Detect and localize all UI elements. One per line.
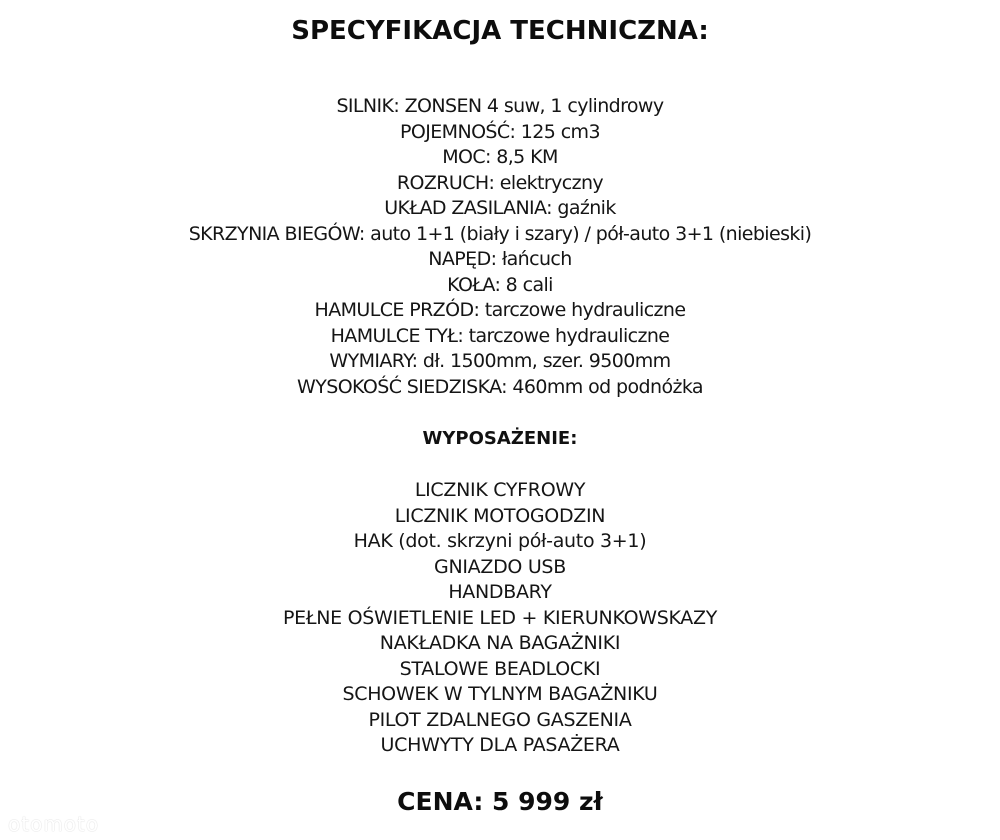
spec-item-engine: SILNIK: ZONSEN 4 suw, 1 cylindrowy: [336, 95, 664, 117]
equipment-item: GNIAZDO USB: [434, 555, 566, 578]
spec-item-front-brakes: HAMULCE PRZÓD: tarczowe hydrauliczne: [314, 299, 686, 321]
equipment-item: NAKŁADKA NA BAGAŻNIKI: [379, 632, 621, 654]
spec-item-displacement: POJEMNOŚĆ: 125 cm3: [400, 120, 600, 143]
equipment-list: [0, 478, 1000, 759]
spec-item-dimensions: WYMIARY: dł. 1500mm, szer. 9500mm: [329, 350, 671, 372]
equipment-item: LICZNIK CYFROWY: [414, 479, 586, 501]
spec-item-wheels: KOŁA: 8 cali: [447, 273, 553, 296]
equipment-item: LICZNIK MOTOGODZIN: [394, 504, 606, 527]
spec-item-rear-brakes: HAMULCE TYŁ: tarczowe hydrauliczne: [330, 324, 670, 347]
spec-item-starter: ROZRUCH: elektryczny: [396, 171, 604, 194]
price-label: CENA: 5 999 zł: [397, 787, 603, 816]
spec-item-fuel-system: UKŁAD ZASILANIA: gaźnik: [384, 197, 616, 219]
page-title: SPECYFIKACJA TECHNICZNA:: [291, 16, 709, 46]
spec-list: [0, 94, 1000, 400]
equipment-item: SCHOWEK W TYLNYM BAGAŻNIKU: [342, 683, 658, 705]
spec-item-power: MOC: 8,5 KM: [442, 146, 558, 168]
spec-item-gearbox: SKRZYNIA BIEGÓW: auto 1+1 (biały i szary) / pół-auto 3+1 (niebieski): [188, 222, 812, 245]
spec-item-drive: NAPĘD: łańcuch: [428, 248, 572, 270]
equipment-heading: WYPOSAŻENIE:: [422, 428, 578, 449]
equipment-item: HANDBARY: [448, 581, 552, 603]
equipment-item: STALOWE BEADLOCKI: [399, 657, 601, 680]
equipment-item: PILOT ZDALNEGO GASZENIA: [368, 708, 632, 731]
equipment-item: UCHWYTY DLA PASAŻERA: [380, 734, 620, 756]
spec-item-seat-height: WYSOKOŚĆ SIEDZISKA: 460mm od podnóżka: [297, 375, 703, 398]
equipment-item: PEŁNE OŚWIETLENIE LED + KIERUNKOWSKAZY: [282, 606, 718, 629]
watermark-logo: otomoto: [8, 812, 100, 836]
equipment-item: HAK (dot. skrzyni pół-auto 3+1): [353, 530, 647, 552]
